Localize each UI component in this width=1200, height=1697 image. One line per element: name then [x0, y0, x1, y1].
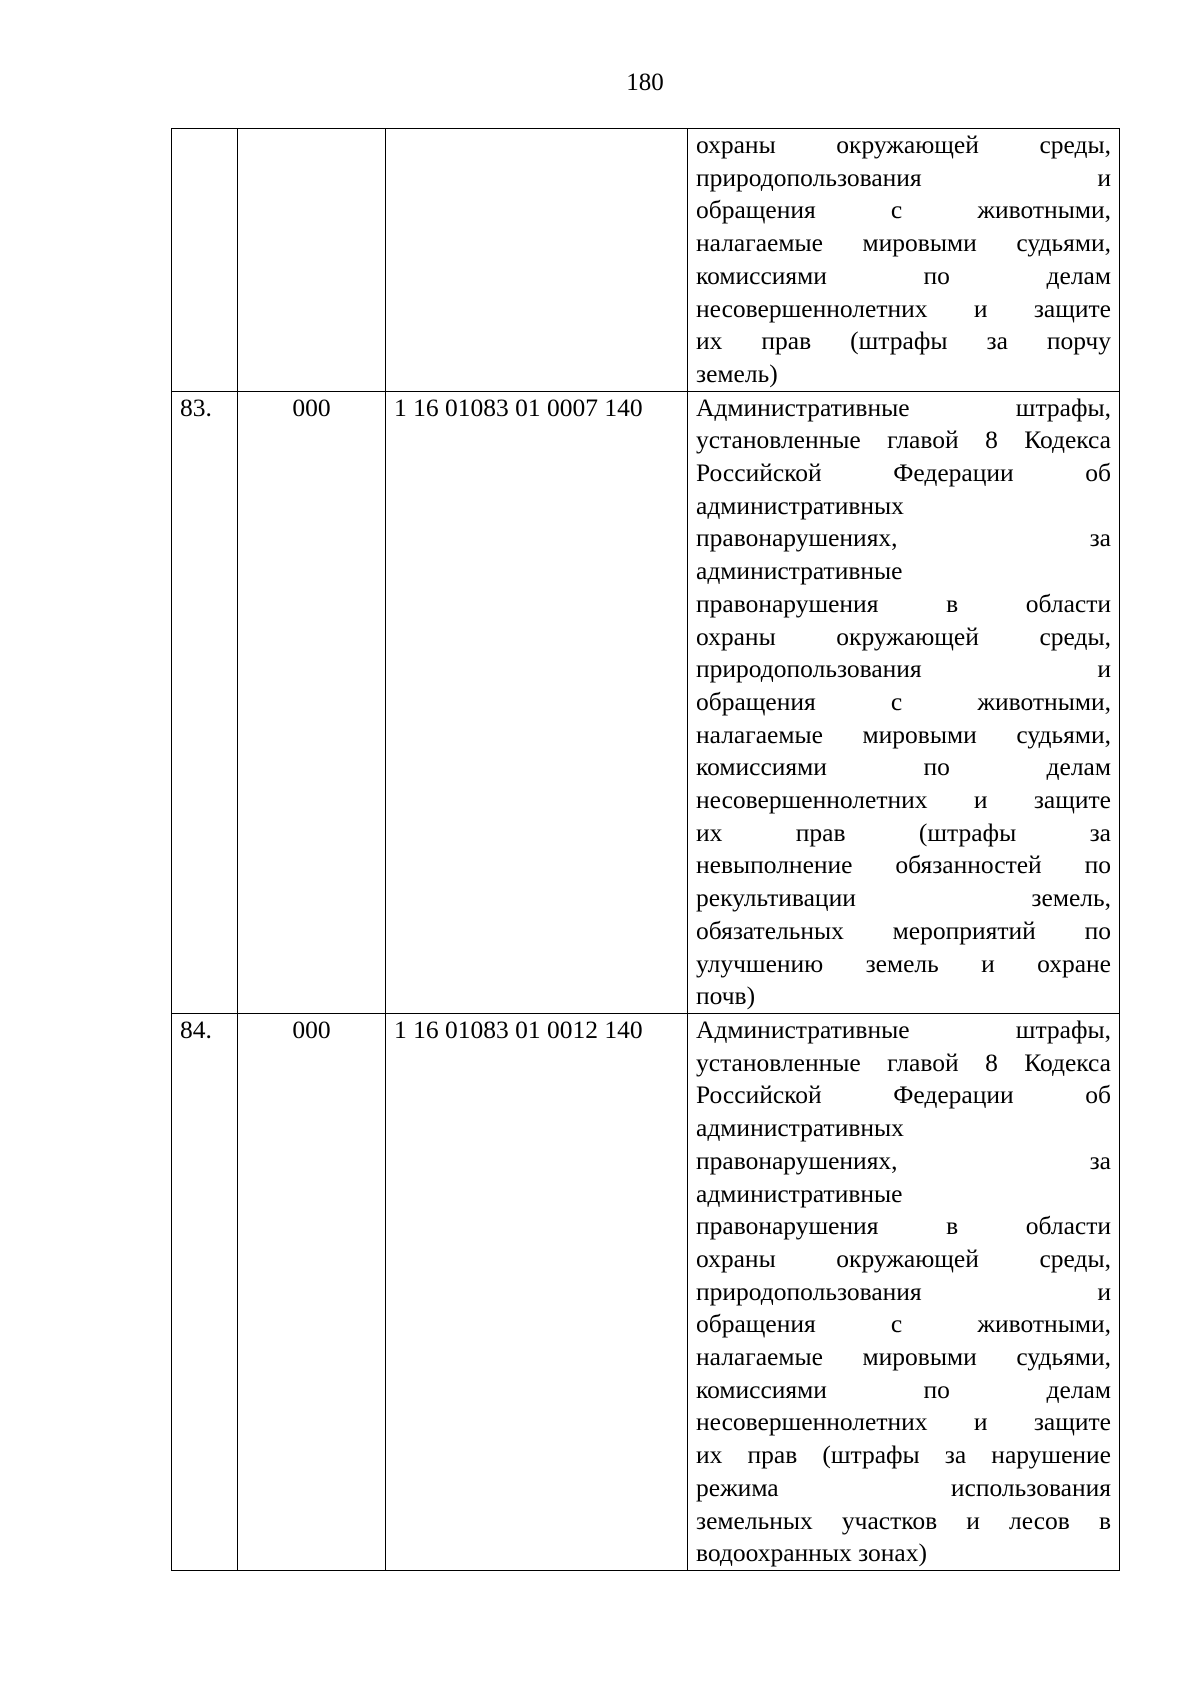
description-line: налагаемые мировыми судьями, — [696, 719, 1111, 749]
description-line: административные — [696, 556, 903, 586]
description-line: природопользования и — [696, 1276, 1111, 1306]
description-line: невыполнение обязанностей по — [696, 850, 1111, 880]
budget-classification-code-cell: 1 16 01083 01 0007 140 — [386, 391, 688, 1013]
description-line: их прав (штрафы за порчу — [696, 326, 1111, 356]
row-number-cell — [172, 129, 238, 392]
table-row — [172, 1013, 1120, 1570]
description-line: обязательных мероприятий по — [696, 915, 1111, 945]
description-line: Административные штрафы, — [696, 392, 1111, 422]
description-line: правонарушения в области — [696, 1211, 1111, 1241]
description-line: правонарушениях, за — [696, 1145, 1111, 1175]
description-line: охраны окружающей среды, — [696, 1243, 1111, 1273]
description-line: природопользования и — [696, 654, 1111, 684]
description-line: Российской Федерации об — [696, 458, 1111, 488]
description-line: их прав (штрафы за — [696, 817, 1111, 847]
description-line: несовершеннолетних и защите — [696, 293, 1111, 323]
description-line: несовершеннолетних и защите — [696, 785, 1111, 815]
table-body — [172, 129, 1120, 1571]
row-number-cell: 83. — [172, 391, 238, 1013]
administrator-code-cell: 000 — [238, 391, 386, 1013]
description-line: комиссиями по делам — [696, 752, 1111, 782]
description-line: почв) — [696, 981, 756, 1011]
description-line: обращения с животными, — [696, 686, 1111, 716]
administrator-code-cell — [238, 129, 386, 392]
page-number: 180 — [626, 69, 664, 96]
description-line: охраны окружающей среды, — [696, 130, 1111, 159]
description-line: охраны окружающей среды, — [696, 621, 1111, 651]
description-line: земель) — [696, 358, 778, 388]
description-line: режима использования — [696, 1472, 1111, 1502]
description-line: установленные главой 8 Кодекса — [696, 425, 1111, 455]
description-line: правонарушениях, за — [696, 523, 1111, 553]
table-row — [172, 129, 1120, 392]
description-line: комиссиями по делам — [696, 1374, 1111, 1404]
description-line: улучшению земель и охране — [696, 948, 1111, 978]
description-line: водоохранных зонах) — [696, 1538, 927, 1568]
description-line: рекультивации земель, — [696, 883, 1111, 913]
description-line: налагаемые мировыми судьями, — [696, 228, 1111, 258]
row-number-cell: 84. — [172, 1013, 238, 1570]
revenue-codes-table — [171, 128, 1120, 1571]
description-line: их прав (штрафы за нарушение — [696, 1440, 1111, 1470]
description-line: Административные штрафы, — [696, 1014, 1111, 1044]
revenue-description-cell — [688, 129, 1120, 392]
description-line: административных — [696, 1113, 904, 1143]
description-line: налагаемые мировыми судьями, — [696, 1342, 1111, 1372]
description-line: комиссиями по делам — [696, 260, 1111, 290]
budget-classification-code-cell: 1 16 01083 01 0012 140 — [386, 1013, 688, 1570]
description-line: обращения с животными, — [696, 1309, 1111, 1339]
description-line: природопользования и — [696, 162, 1111, 192]
description-line: правонарушения в области — [696, 588, 1111, 618]
description-line: административных — [696, 490, 904, 520]
description-line: административные — [696, 1178, 903, 1208]
description-line: земельных участков и лесов в — [696, 1505, 1111, 1535]
description-line: Российской Федерации об — [696, 1080, 1111, 1110]
administrator-code-cell: 000 — [238, 1013, 386, 1570]
table-row — [172, 391, 1120, 1013]
budget-classification-code-cell — [386, 129, 688, 392]
description-line: установленные главой 8 Кодекса — [696, 1047, 1111, 1077]
description-line: обращения с животными, — [696, 195, 1111, 225]
description-line: несовершеннолетних и защите — [696, 1407, 1111, 1437]
revenue-description-cell — [688, 1013, 1120, 1570]
revenue-description-cell — [688, 391, 1120, 1013]
